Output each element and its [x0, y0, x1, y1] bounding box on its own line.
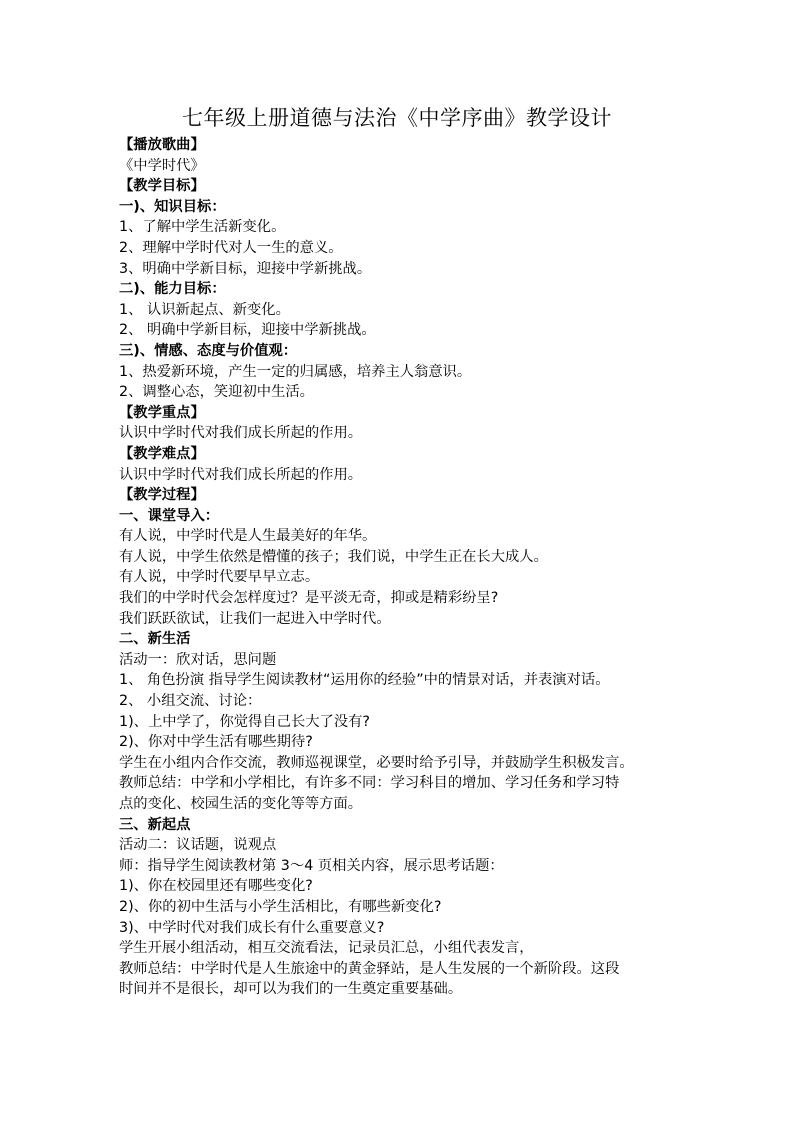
text-line: 2)、你的初中生活与小学生活相比，有哪些新变化?	[119, 898, 442, 915]
section-heading: 二、新生活	[119, 631, 191, 648]
text-line: 时间并不是很长，却可以为我们的一生奠定重要基础。	[119, 981, 463, 998]
text-line: 《中学时代》	[119, 157, 205, 174]
text-line: 2、 小组交流、讨论：	[119, 693, 262, 710]
text-line: 学生在小组内合作交流，教师巡视课堂，必要时给予引导，并鼓励学生积极发言。	[119, 754, 634, 771]
section-heading: 【教学目标】	[119, 178, 205, 195]
text-line: 1)、你在校园里还有哪些变化?	[119, 878, 313, 895]
text-line: 有人说，中学时代要早早立志。	[119, 569, 320, 586]
text-line: 教师总结：中学和小学相比，有许多不同：学习科目的增加、学习任务和学习特	[119, 775, 620, 792]
text-line: 认识中学时代对我们成长所起的作用。	[119, 466, 363, 483]
text-line: 1、 角色扮演 指导学生阅读教材“运用你的经验”中的情景对话，并表演对话。	[119, 672, 610, 689]
text-line: 活动一：欣对话，思问题	[119, 651, 277, 668]
text-line: 有人说，中学时代是人生最美好的年华。	[119, 528, 377, 545]
text-line: 2)、你对中学生活有哪些期待?	[119, 734, 313, 751]
text-line: 2、理解中学时代对人一生的意义。	[119, 239, 343, 256]
document-body	[119, 135, 679, 1000]
text-line: 1、 认识新起点、新变化。	[119, 301, 290, 318]
text-line: 师：指导学生阅读教材第 3～4 页相关内容，展示思考话题：	[119, 857, 504, 874]
text-line: 1、热爱新环境，产生一定的归属感，培养主人翁意识。	[119, 363, 472, 380]
text-line: 有人说，中学生依然是懵懂的孩子；我们说，中学生正在长大成人。	[119, 548, 548, 565]
text-line: 2、调整心态，笑迎初中生活。	[119, 384, 314, 401]
section-heading: 三)、情感、态度与价值观：	[119, 342, 298, 359]
section-heading: 二)、能力目标：	[119, 281, 226, 298]
section-heading: 三、新起点	[119, 816, 191, 833]
text-line: 3)、中学时代对我们成长有什么重要意义?	[119, 919, 385, 936]
text-line: 我们跃跃欲试，让我们一起进入中学时代。	[119, 610, 391, 627]
section-heading: 【播放歌曲】	[119, 137, 205, 153]
section-heading: 【教学重点】	[119, 404, 205, 421]
section-heading: 一、课堂导入：	[119, 507, 220, 524]
text-line: 点的变化、校园生活的变化等等方面。	[119, 796, 363, 812]
text-line: 认识中学时代对我们成长所起的作用。	[119, 425, 363, 442]
text-line: 活动二：议话题，说观点	[119, 837, 277, 854]
section-heading: 【教学过程】	[119, 487, 205, 504]
text-line: 学生开展小组活动，相互交流看法，记录员汇总，小组代表发言，	[119, 940, 534, 957]
text-line: 我们的中学时代会怎样度过？是平淡无奇，抑或是精彩纷呈?	[119, 590, 499, 607]
page-title: 七年级上册道德与法治《中学序曲》教学设计	[182, 106, 612, 130]
text-line: 2、 明确中学新目标，迎接中学新挑战。	[119, 322, 376, 339]
text-line: 教师总结：中学时代是人生旅途中的黄金驿站，是人生发展的一个新阶段。这段	[119, 960, 620, 977]
text-line: 3、明确中学新目标，迎接中学新挑战。	[119, 260, 372, 277]
section-heading: 【教学难点】	[119, 445, 205, 462]
section-heading: 一)、知识目标：	[119, 198, 226, 215]
text-line: 1)、上中学了，你觉得自己长大了没有?	[119, 713, 371, 730]
text-line: 1、了解中学生活新变化。	[119, 219, 286, 236]
